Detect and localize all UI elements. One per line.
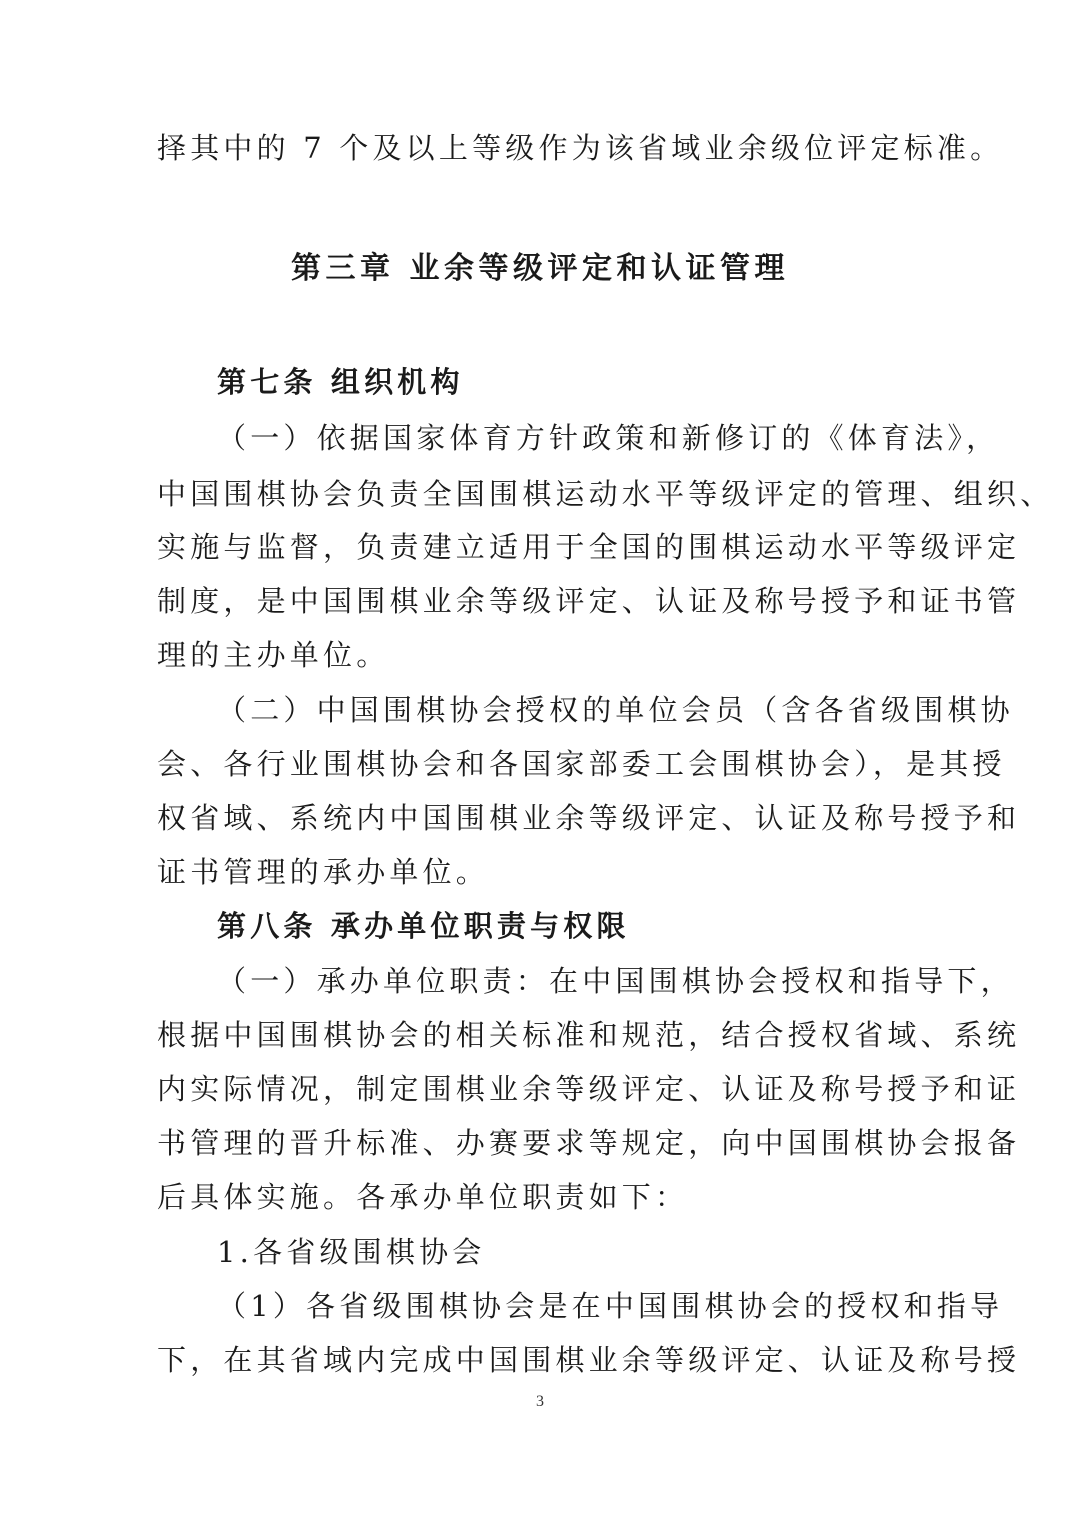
- paragraph-line: 实施与监督，负责建立适用于全国的围棋运动水平等级评定: [157, 530, 1021, 564]
- paragraph-line: （1）各省级围棋协会是在中国围棋协会的授权和指导: [217, 1289, 1004, 1323]
- paragraph-line: （一）依据国家体育方针政策和新修订的《体育法》，: [217, 421, 1000, 455]
- chapter-title: 第三章 业余等级评定和认证管理: [291, 251, 789, 286]
- paragraph-line: （二）中国围棋协会授权的单位会员（含各省级围棋协: [217, 693, 1014, 727]
- paragraph-line: 制度，是中国围棋业余等级评定、认证及称号授予和证书管: [157, 584, 1021, 618]
- paragraph-line: （一）承办单位职责：在中国围棋协会授权和指导下，: [217, 964, 1014, 998]
- article-heading: 第八条 承办单位职责与权限: [217, 909, 630, 943]
- paragraph-line: 中国围棋协会负责全国围棋运动水平等级评定的管理、组织、: [157, 477, 1054, 511]
- paragraph-line: 权省域、系统内中国围棋业余等级评定、认证及称号授予和: [157, 801, 1021, 835]
- paragraph-line: 择其中的 7 个及以上等级作为该省域业余级位评定标准。: [157, 131, 1004, 165]
- paragraph-line: 内实际情况，制定围棋业余等级评定、认证及称号授予和证: [157, 1072, 1021, 1106]
- article-heading: 第七条 组织机构: [217, 365, 464, 399]
- paragraph-line: 1.各省级围棋协会: [217, 1235, 486, 1269]
- page-number: 3: [536, 1393, 544, 1410]
- paragraph-line: 书管理的晋升标准、办赛要求等规定，向中国围棋协会报备: [157, 1126, 1021, 1160]
- paragraph-line: 会、各行业围棋协会和各国家部委工会围棋协会），是其授: [157, 747, 1006, 781]
- paragraph-line: 下，在其省域内完成中国围棋业余等级评定、认证及称号授: [157, 1343, 1021, 1377]
- paragraph-line: 理的主办单位。: [157, 638, 390, 672]
- paragraph-line: 后具体实施。各承办单位职责如下：: [157, 1180, 689, 1214]
- paragraph-line: 根据中国围棋协会的相关标准和规范，结合授权省域、系统: [157, 1018, 1021, 1052]
- paragraph-line: 证书管理的承办单位。: [157, 855, 490, 889]
